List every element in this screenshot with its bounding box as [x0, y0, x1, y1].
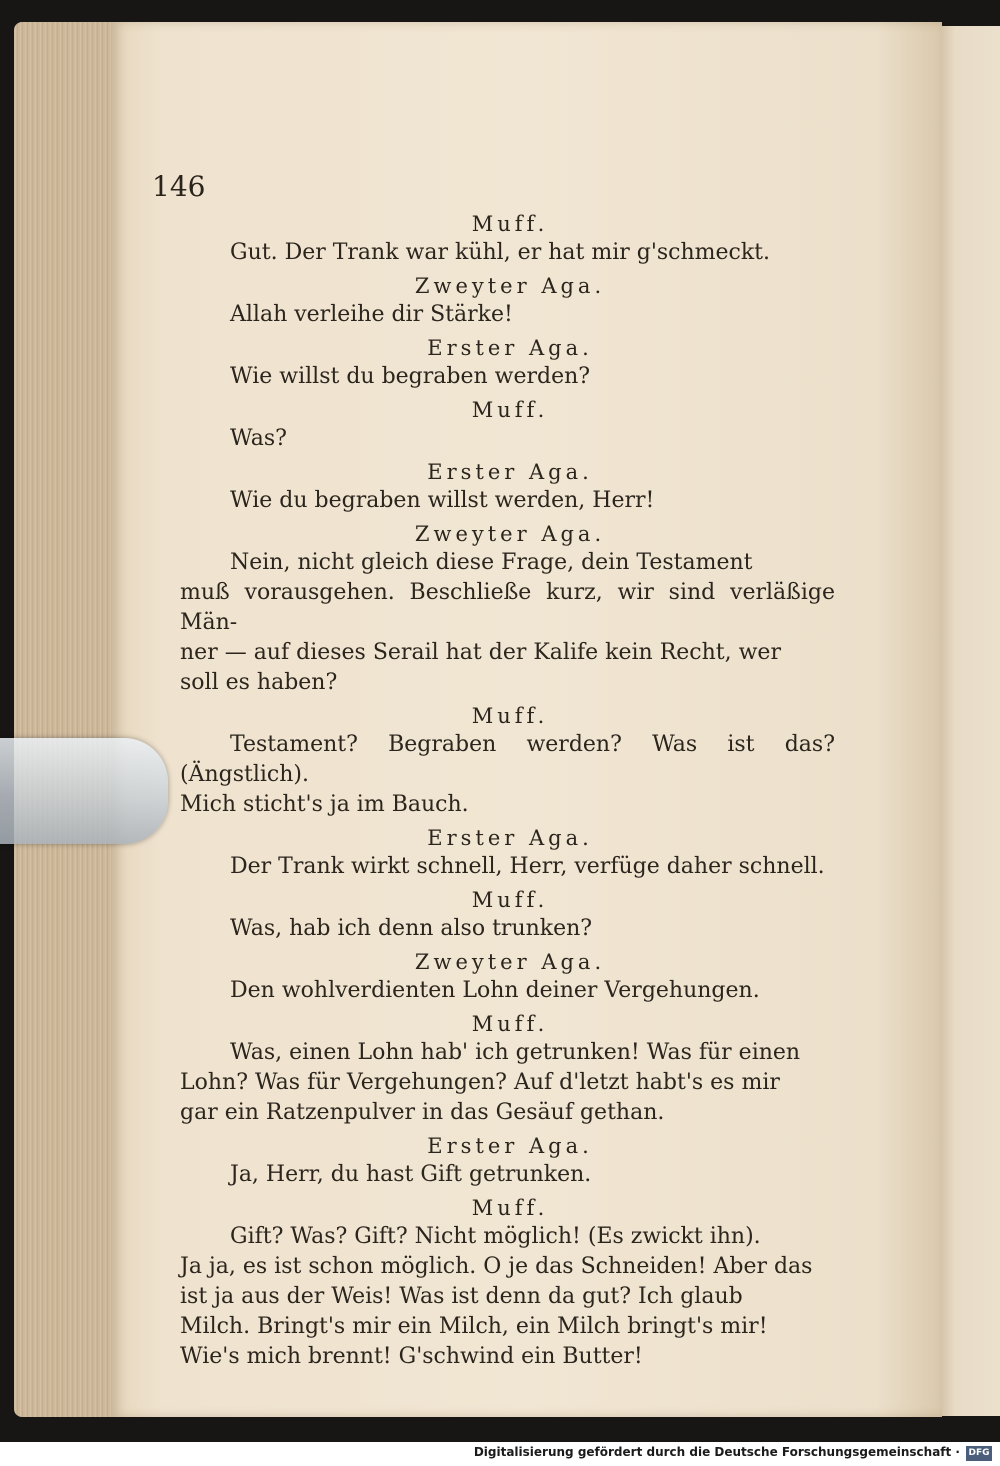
page-edges: [14, 22, 124, 1417]
speech-line: soll es haben?: [180, 670, 338, 695]
page-number: 146: [152, 170, 206, 203]
speech-line: Testament? Begraben werden? Was ist das? (Ängstlich).: [180, 732, 835, 787]
footer-bar: [0, 1442, 1000, 1466]
dfg-logo-icon: DFG: [966, 1446, 992, 1461]
speech-line: Gut. Der Trank war kühl, er hat mir g'schmeckt.: [230, 240, 771, 265]
speech-line: Lohn? Was für Vergehungen? Auf d'letzt habt's es mir: [180, 1070, 780, 1095]
speech-line: Allah verleihe dir Stärke!: [230, 302, 513, 327]
speech-line: Was?: [230, 426, 287, 451]
page-text: [180, 210, 835, 1376]
speaker-name: Muff.: [471, 398, 549, 422]
speech-line: Was, einen Lohn hab' ich getrunken! Was für einen: [230, 1040, 801, 1065]
speaker-name: Erster Aga.: [427, 1134, 593, 1158]
speech-line: Wie's mich brennt! G'schwind ein Butter!: [180, 1344, 643, 1369]
speech-line: Was, hab ich denn also trunken?: [230, 916, 593, 941]
speech-line: Ja ja, es ist schon möglich. O je das Schneiden! Aber das: [180, 1254, 813, 1279]
facing-page: [936, 26, 1000, 1416]
speech-line: Wie du begraben willst werden, Herr!: [230, 488, 655, 513]
speaker-name: Muff.: [471, 1012, 549, 1036]
speech-line: ist ja aus der Weis! Was ist denn da gut? Ich glaub: [180, 1284, 743, 1309]
speaker-name: Muff.: [471, 704, 549, 728]
page-clip: [0, 738, 168, 844]
speech-line: gar ein Ratzenpulver in das Gesäuf gethan.: [180, 1100, 665, 1125]
speech-line: muß vorausgehen. Beschließe kurz, wir sind verläßige Män-: [180, 580, 835, 635]
speech-line: Mich sticht's ja im Bauch.: [180, 792, 469, 817]
speaker-name: Muff.: [471, 888, 549, 912]
speech-line: Den wohlverdienten Lohn deiner Vergehungen.: [230, 978, 760, 1003]
speaker-name: Zweyter Aga.: [414, 950, 606, 974]
speaker-name: Muff.: [471, 212, 549, 236]
speech-line: Nein, nicht gleich diese Frage, dein Testament: [230, 550, 753, 575]
speech-line: ner — auf dieses Serail hat der Kalife kein Recht, wer: [180, 640, 781, 665]
speech-line: Ja, Herr, du hast Gift getrunken.: [230, 1162, 592, 1187]
speaker-name: Erster Aga.: [427, 336, 593, 360]
speech-line: Wie willst du begraben werden?: [230, 364, 591, 389]
speech-line: Gift? Was? Gift? Nicht möglich! (Es zwickt ihn).: [230, 1224, 761, 1249]
speaker-name: Erster Aga.: [427, 826, 593, 850]
speaker-name: Zweyter Aga.: [414, 274, 606, 298]
speaker-name: Erster Aga.: [427, 460, 593, 484]
speech-line: Milch. Bringt's mir ein Milch, ein Milch bringt's mir!: [180, 1314, 768, 1339]
footer-credit: Digitalisierung gefördert durch die Deutsche Forschungsgemeinschaft ·: [473, 1445, 960, 1459]
speaker-name: Muff.: [471, 1196, 549, 1220]
speaker-name: Zweyter Aga.: [414, 522, 606, 546]
speech-line: Der Trank wirkt schnell, Herr, verfüge daher schnell.: [230, 854, 825, 879]
